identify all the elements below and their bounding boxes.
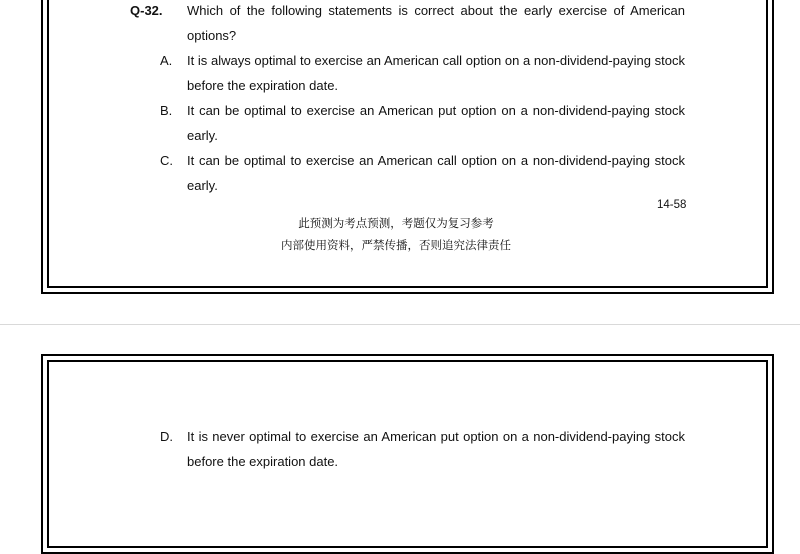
notice-line1: 此预测为考点预测，考题仅为复习参考	[298, 216, 494, 230]
option-d-letter: D.	[160, 429, 173, 444]
option-d-line2: before the expiration date.	[187, 454, 339, 469]
page-number: 14-58	[657, 199, 687, 211]
notice-line2: 内部使用资料，严禁传播，否则追究法律责任	[281, 238, 511, 252]
option-b-line2: early.	[187, 128, 218, 143]
option-a-letter: A.	[160, 53, 173, 68]
question-number: Q-32.	[130, 3, 163, 18]
option-b-line1: It can be optimal to exercise an American put option on a non-dividend-paying stock	[187, 103, 685, 118]
option-b-letter: B.	[160, 103, 173, 118]
page-separator	[0, 324, 800, 325]
option-c-line2: early.	[187, 178, 218, 193]
page-frame-2	[41, 354, 774, 554]
question-stem-line2: options?	[187, 28, 237, 43]
option-a-line1: It is always optimal to exercise an American call option on a non-dividend-paying stock	[187, 53, 685, 68]
page-frame-2-inner	[47, 360, 768, 548]
option-c-letter: C.	[160, 153, 173, 168]
option-a-line2: before the expiration date.	[187, 78, 339, 93]
option-d-line1: It is never optimal to exercise an American put option on a non-dividend-paying stock	[187, 429, 685, 444]
question-stem-line1: Which of the following statements is correct about the early exercise of American	[187, 3, 685, 18]
option-c-line1: It can be optimal to exercise an American call option on a non-dividend-paying stock	[187, 153, 685, 168]
